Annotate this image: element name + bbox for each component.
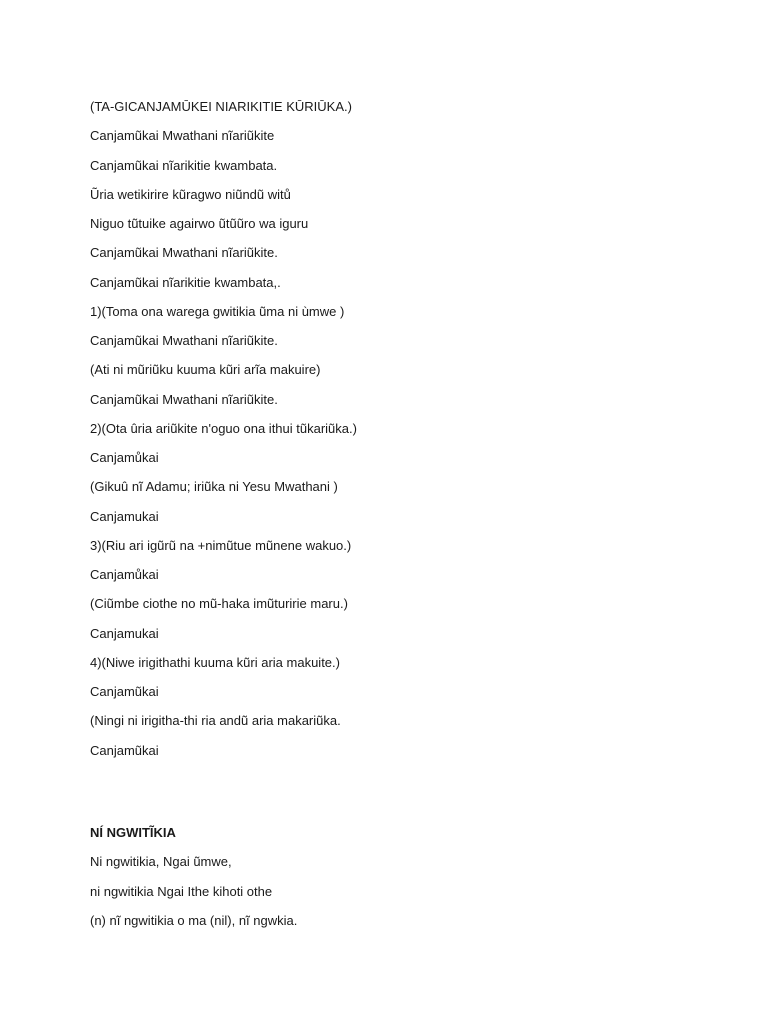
hymn-verse-2: 2)(Ota ûria ariũkite n'oguo ona ithui tũkariũka.) [90, 420, 357, 436]
hymn-line: Canjamũkai Mwathani nĩariũkite. [90, 391, 278, 407]
hymn-line: Canjamũkai Mwathani nĩariũkite. [90, 333, 278, 348]
hymn-line: Niguo tũtuike agairwo ũtũũro wa iguru [90, 216, 309, 231]
hymn-line: Canjamũkai nĩarikitie kwambata. [90, 157, 278, 173]
creed-line: ni ngwitikia Ngai Ithe kihoti othe [90, 883, 273, 899]
hymn-refrain: Canjamůkai [90, 450, 159, 465]
creed-heading: NÍ NGWITĨKIA [90, 825, 176, 840]
hymn-refrain: Canjamũkai [90, 742, 159, 758]
hymn-line: Canjamũkai Mwathani nĩariũkite [90, 128, 275, 144]
hymn-line: (Ningi ni irigitha-thi ria andũ aria makariũka. [90, 713, 341, 729]
hymn-line: (Ciũmbe ciothe no mũ-haka imũturirie maru.) [90, 596, 348, 612]
hymn-section [90, 92, 728, 765]
hymn-title: (TA-GICANJAMŪKEI NIARIKITIE KŪRIŪKA.) [90, 99, 352, 114]
hymn-refrain: Canjamũkai [90, 684, 159, 699]
creed-section [90, 818, 728, 935]
hymn-line: (Gikuû nĩ Adamu; iriũka ni Yesu Mwathani ) [90, 479, 338, 495]
creed-line: Ni ngwitikia, Ngai ũmwe, [90, 854, 232, 870]
hymn-refrain: Canjamůkai [90, 567, 159, 582]
hymn-line: Canjamũkai Mwathani nĩariũkite. [90, 245, 278, 261]
hymn-refrain: Canjamukai [90, 625, 159, 641]
hymn-refrain: Canjamukai [90, 508, 159, 524]
hymn-verse-3: 3)(Riu ari igũrũ na +nimũtue mũnene wakuo.) [90, 537, 352, 553]
hymn-verse-4: 4)(Niwe irigithathi kuuma kũri aria makuite.) [90, 654, 340, 670]
hymn-line: Ũria wetikirire kũragwo niũndũ witů [90, 186, 291, 202]
hymn-line: Canjamũkai nĩarikitie kwambata,. [90, 274, 281, 290]
creed-line: (n) nĩ ngwitikia o ma (nil), nĩ ngwkia. [90, 912, 298, 928]
hymn-verse-1: 1)(Toma ona warega gwitikia ũma ni ùmwe ) [90, 303, 345, 319]
hymn-line: (Ati ni mũriũku kuuma kũri arĩa makuire) [90, 362, 321, 378]
